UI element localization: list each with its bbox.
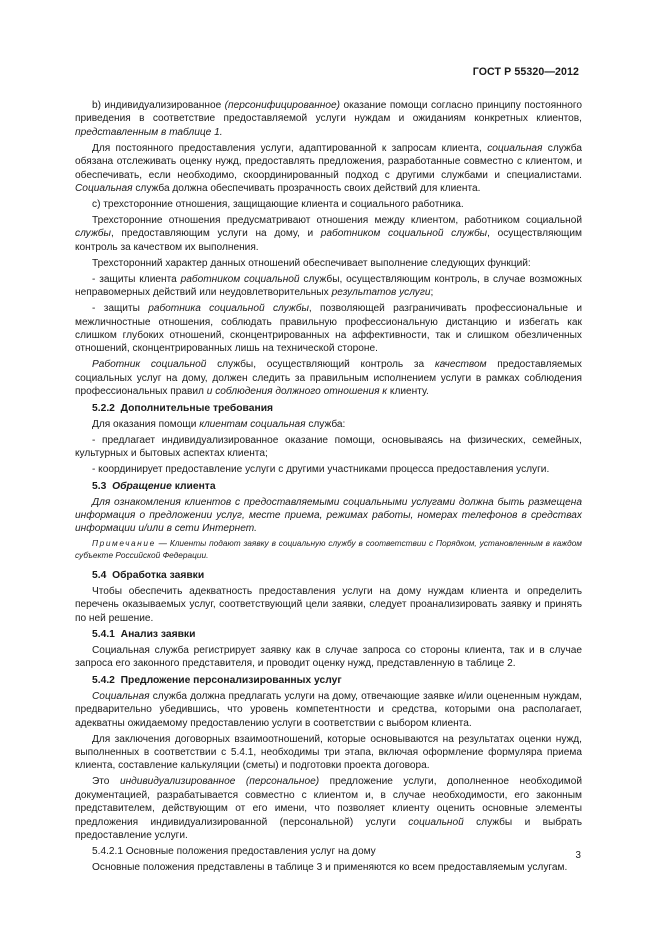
section-heading-5-4 [75,569,582,582]
paragraph: Для оказания помощи клиентам социальная служба: [92,418,346,430]
paragraph: Работник социальной службы, осуществляющий контроль за качеством предоставляемых социальных услуг на дому, должен следить за правильным исполнением услуги в рамках соблюдения профессиональных правил и соблюдения должного отношения к клиенту. [75,359,582,398]
page-number: 3 [575,850,581,861]
section-heading-5-4-1 [75,628,582,641]
section-heading-5-2-2 [75,402,582,415]
section-number: 5.4.2 [92,675,115,687]
document-body [75,99,582,877]
italic-run: работника социальной службы [148,303,309,315]
paragraph: Это индивидуализированное (персональное) предложение услуги, дополненное необходимой документацией, разрабатывается совместно с клиентом и, в случае необходимости, его законным представителем, действующим от его имени, что позволяет клиенту оценить основные элементы предложения индивидуализированной (персональной) услуги социальной службы и выбрать предоставление услуги. [75,776,583,842]
italic-run: социальной [408,816,464,828]
section-number: 5.4.1 [92,629,115,641]
italic-run: представленным в таблице 1. [75,126,223,138]
italic-run: Социальная [92,690,150,702]
paragraph: c) трехсторонние отношения, защищающие клиента и социального работника. [92,199,464,211]
section-5-3-paragraph: Для ознакомления клиентов с предоставляемыми социальными услугами должна быть размещена информация о предложении услуг, месте приема, режимах работы, номерах телефонов в средствах информации и/или в сети Интернет. [75,496,582,535]
standard-number: ГОСТ Р 55320—2012 [472,66,579,78]
paragraph: - координирует предоставление услуги с другими участниками процесса предоставления услуги. [92,464,550,476]
paragraph: - защиты клиента работником социальной службы, осуществляющим контроль, в случае возможных неправомерных действий или неудовлетворительных результатов услуги; [75,273,582,299]
italic-run: индивидуализированное (персональное) [119,776,320,788]
section-5-4-paragraph: Чтобы обеспечить адекватность предоставления услуги на дому нуждам клиента и определить перечень оказываемых услуг, соответствующий цели заявки, следует проанализировать заявку и принять по ней решение. [75,585,582,624]
section-heading-5-4-2 [75,674,582,687]
section-title [112,481,216,492]
section-title: Обработка заявки [112,570,205,582]
italic-run: качеством [434,359,487,371]
italic-run: работником социальной [180,273,300,285]
paragraph: b) индивидуализированное (персонифицированное) оказание помощи согласно принципу постоянного приведения в соответствие предоставляемой услуги нуждам и ожиданиям конкретных клиентов, представленным в таблице 1. [75,100,582,138]
note [75,538,582,561]
note-text: — Клиенты подают заявку в социальную службу в соответствии с Порядком, установленным в каждом субъекте Российской Федерации. [75,538,582,560]
section-title: Дополнительные требования [120,402,274,414]
section-5-4-2-1-paragraph: Основные положения представлены в таблице 3 и применяются ко всем предоставляемым услугам. [92,862,568,874]
paragraph: Для заключения договорных взаимоотношений, которые основываются на результатах оценки нужд, выполненных в соответствии с 5.4.1, необходимы три этапа, включая оформление формуляра приема клиента, составление калькуляции (сметы) и подготовки проекта договора. [75,733,582,772]
paragraph: Трехсторонние отношения предусматривают отношения между клиентом, работником социальной службы, предоставляющим услуги на дому, и работником социальной службы, осуществляющим контроль за качеством их выполнения. [75,215,582,253]
section-heading-5-3 [75,480,582,493]
paragraph: Для постоянного предоставления услуги, адаптированной к запросам клиента, социальная служба обязана отслеживать оценку нужд, предоставлять предложения, разработанные совместно с клиентом, и обеспечивать, если необходимо, скоординированный подход с другими службами и специалистами. Социальная служба должна обеспечивать прозрачность своих действий для клиента. [75,142,582,195]
italic-run: Социальная [75,183,133,195]
section-number: 5.3 [92,480,107,492]
italic-run: работником социальной службы [320,228,488,240]
section-title-tail: клиента [174,480,216,492]
paragraph: - защиты работника социальной службы, позволяющей разграничивать профессиональные и межличностные отношения, соблюдать правильную профессиональную дистанцию и избегать как слишком глубоких отношений, сконцентрированных на аффективности, так и слишком обезличенных отношений, сконцентрированных лишь на технической стороне. [75,303,582,355]
italic-run: клиентам социальная [199,418,306,430]
section-title-italic: Обращение [112,480,172,492]
italic-run: (персонифицированное) [224,100,341,111]
section-number: 5.4 [92,570,107,582]
paragraph: Социальная служба должна предлагать услуги на дому, отвечающие заявке и/или оцененным нуждам, предварительно убедившись, что уровень компетентности и средства, которыми она располагает, адекватны ожидаемому предоставлению услуги в соответствии с выбором клиента. [75,690,582,729]
section-5-4-2-paragraphs [75,690,582,843]
italic-run: службы [75,228,111,240]
section-heading-5-4-2-1: 5.4.2.1 Основные положения предоставления услуг на дому [92,846,376,858]
section-title: Анализ заявки [120,629,196,641]
intro-paragraphs [75,99,582,399]
section-title: Предложение персонализированных услуг [120,675,342,687]
italic-run: и соблюдения должного отношения к [206,386,388,398]
paragraph: - предлагает индивидуализированное оказание помощи, основываясь на физических, семейных, культурных и бытовых аспектах клиента; [75,434,582,460]
italic-run: социальная [487,142,543,154]
note-lead: Примечание [92,538,156,549]
italic-run: результатов услуги [331,287,431,299]
section-number: 5.2.2 [92,402,115,414]
italic-run: Работник социальной [92,359,207,371]
paragraph: Трехсторонний характер данных отношений обеспечивает выполнение следующих функций: [92,257,531,269]
section-5-2-2-paragraphs [75,418,582,477]
section-5-4-1-paragraph: Социальная служба регистрирует заявку как в случае запроса со стороны клиента, так и в случае запроса его законного представителя, и проводит оценку нужд, представленную в таблице 2. [75,645,582,670]
